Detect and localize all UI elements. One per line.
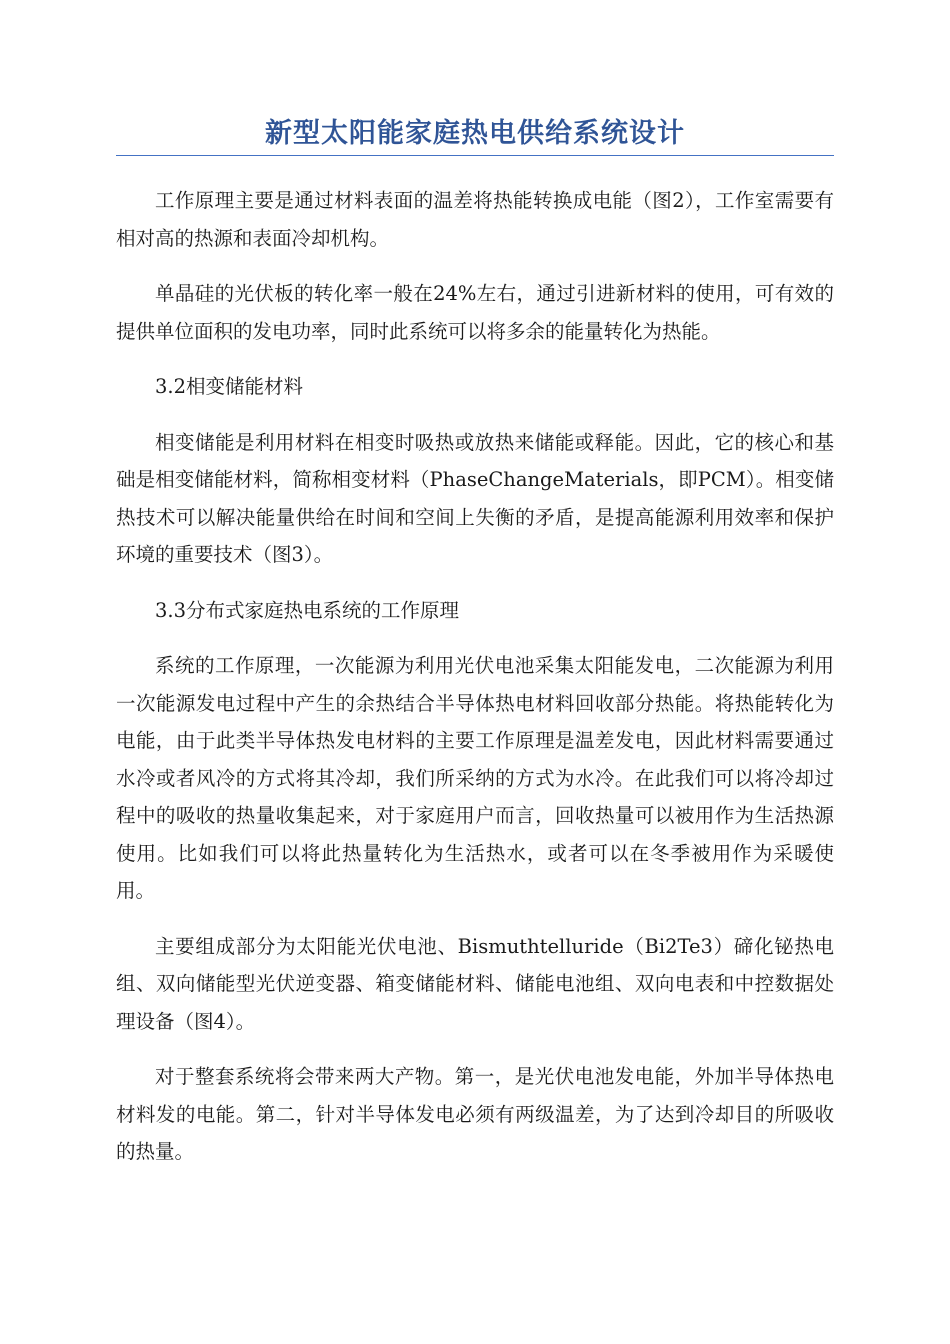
paragraph-working-principle: 工作原理主要是通过材料表面的温差将热能转换成电能（图2），工作室需要有相对高的热源和表面冷却机构。 [116,189,834,250]
paragraph-system-principle: 系统的工作原理，一次能源为利用光伏电池采集太阳能发电，二次能源为利用一次能源发电过程中产生的余热结合半导体热电材料回收部分热能。将热能转化为电能，由于此类半导体热发电材料的主要工作原理是温差发电，因此材料需要通过水冷或者风冷的方式将其冷却，我们所采纳的方式为水冷。在此我们可以将冷却过程中的吸收的热量收集起来，对于家庭用户而言，回收热量可以被用作为生活热源使用。比如我们可以将此热量转化为生活热水，或者可以在冬季被用作为采暖使用。 [116,654,834,902]
section-heading-3-3: 3.3分布式家庭热电系统的工作原理 [155,598,460,622]
page-title: 新型太阳能家庭热电供给系统设计 [265,118,685,149]
document-page [116,0,834,1189]
paragraph-phase-change-storage: 相变储能是利用材料在相变时吸热或放热来储能或释能。因此，它的核心和基础是相变储能材料，简称相变材料（PhaseChangeMaterials，即PCM）。相变储热技术可以解决能量供给在时间和空间上失衡的矛盾，是提高能源利用效率和保护环境的重要技术（图3）。 [116,430,834,566]
document-body [116,182,834,1171]
paragraph-system-products: 对于整套系统将会带来两大产物。第一，是光伏电池发电能，外加半导体热电材料发的电能。第二，针对半导体发电必须有两级温差，为了达到冷却目的所吸收的热量。 [116,1065,834,1163]
paragraph-monocrystalline-silicon: 单晶硅的光伏板的转化率一般在24%左右，通过引进新材料的使用，可有效的提供单位面积的发电功率，同时此系统可以将多余的能量转化为热能。 [116,282,834,343]
section-heading-3-2: 3.2相变储能材料 [155,375,304,398]
title-underline [116,155,834,156]
paragraph-main-components: 主要组成部分为太阳能光伏电池、Bismuthtelluride（Bi2Te3）碲化铋热电组、双向储能型光伏逆变器、箱变储能材料、储能电池组、双向电表和中控数据处理设备（图4）。 [116,934,834,1033]
